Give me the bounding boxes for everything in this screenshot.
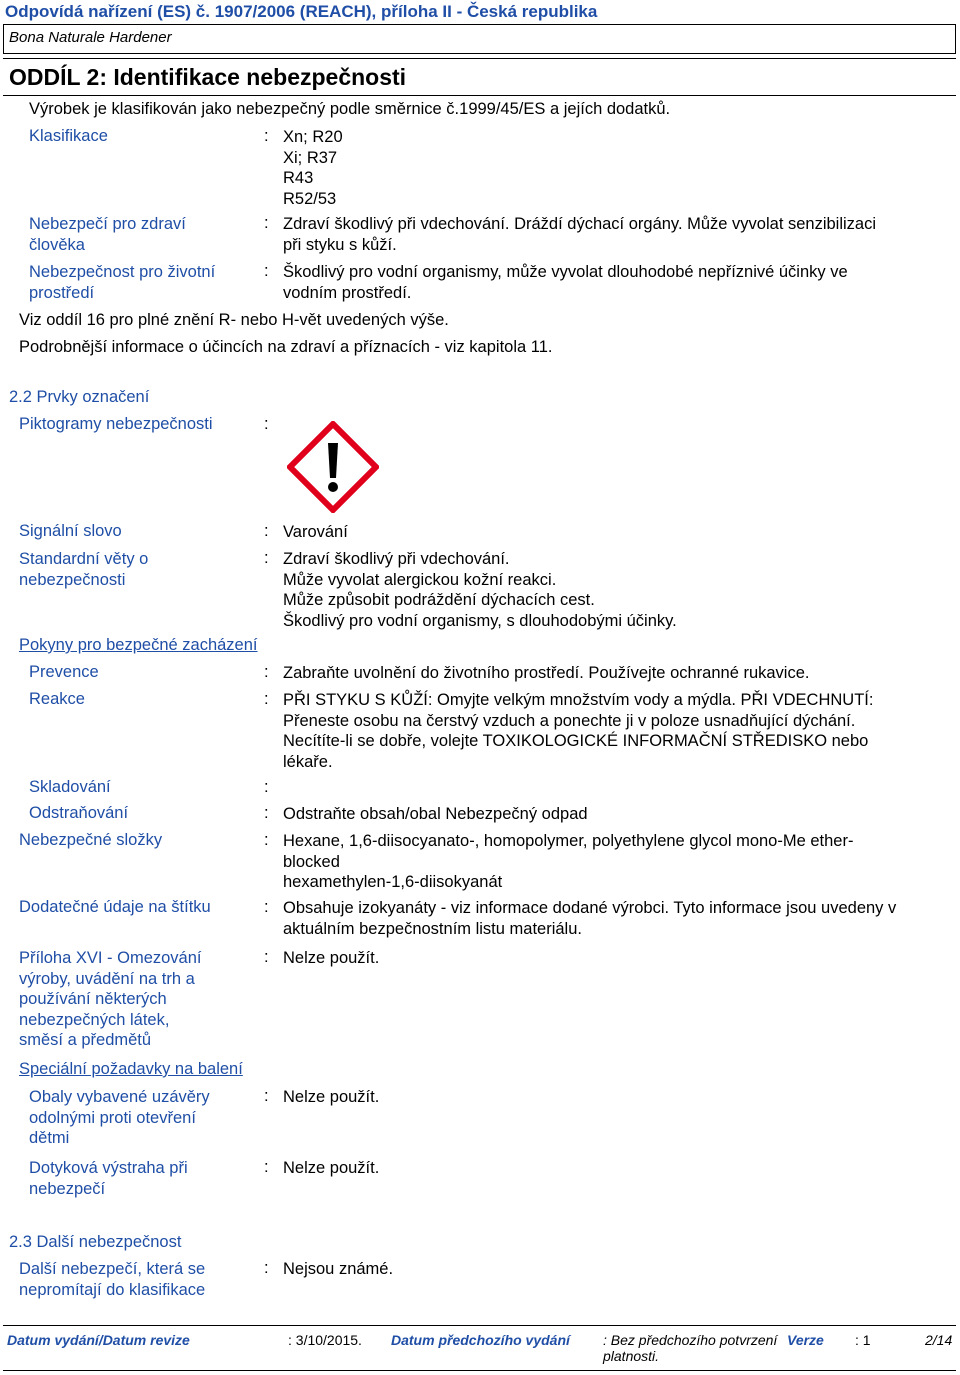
prevention-value: Zabraňte uvolnění do životního prostředí. Používejte ochranné rukavice. [283,664,810,682]
label-line: prostředí [29,283,95,302]
value-line: hexamethylen-1,6-diisokyanát [283,873,503,891]
note-chapter11: Podrobnější informace o účincích na zdraví a příznacích - viz kapitola 11. [19,338,553,356]
colon: : [264,522,269,540]
colon: : [264,549,269,567]
annex-xvi-label [19,948,202,1051]
other-hazards-label [19,1259,205,1300]
label-line: dětmi [29,1129,70,1147]
colon: : [264,898,269,916]
regulation-header: Odpovídá nařízení (ES) č. 1907/2006 (REACH), příloha II - Česká republika [5,2,598,21]
colon: : [264,831,269,849]
response-label: Reakce [29,690,85,708]
health-hazard-value [283,214,876,255]
value-line: aktuálním bezpečnostním listu materiálu. [283,919,582,938]
signal-word: Varování [283,523,348,541]
section-title-box [3,58,956,96]
colon: : [264,690,269,708]
colon: : [264,804,269,822]
footer [3,1325,956,1371]
hazardous-components-value [283,831,853,893]
value-line: Zdraví škodlivý při vdechování. Dráždí dýchací orgány. Může vyvolat senzibilizaci [283,215,877,233]
subsection-heading-2-3: 2.3 Další nebezpečnost [9,1233,182,1251]
colon: : [264,1158,269,1176]
classification-values [283,127,343,209]
hazardous-components-label: Nebezpečné složky [19,831,163,849]
supplemental-value [283,898,896,939]
colon: : [264,1087,269,1105]
label-line: směsí a předmětů [19,1031,152,1049]
value-line: Může způsobit podráždění dýchacích cest. [283,591,595,609]
label-line: Další nebezpečí, která se [19,1260,206,1278]
classification-value: R52/53 [283,189,337,208]
colon: : [264,262,269,280]
value-line: : Bez předchozího potvrzení [603,1332,778,1348]
issue-date-value: : 3/10/2015. [288,1332,362,1348]
label-line: Nebezpečnost pro životní [29,263,216,281]
child-resistant-label [29,1087,210,1149]
product-name: Bona Naturale Hardener [9,29,172,46]
classification-label: Klasifikace [29,127,108,145]
note-section16: Viz oddíl 16 pro plné znění R- nebo H-vět uvedených výše. [19,311,449,329]
precautions-heading: Pokyny pro bezpečné zacházení [19,636,258,654]
hazard-statements-label [19,549,148,590]
disposal-label: Odstraňování [29,804,129,822]
label-line: výroby, uvádění na trh a [19,969,195,988]
colon: : [264,778,269,796]
annex-xvi-value: Nelze použít. [283,949,380,967]
colon: : [264,415,269,433]
intro-text: Výrobek je klasifikován jako nebezpečný podle směrnice č.1999/45/ES a jejích dodatků. [29,100,671,118]
colon: : [264,948,269,966]
issue-date-label: Datum vydání/Datum revize [7,1332,190,1348]
label-line: používání některých [19,990,167,1008]
previous-date-label: Datum předchozího vydání [391,1332,570,1348]
subsection-heading-2-2: 2.2 Prvky označení [9,388,150,406]
other-hazards-value: Nejsou známé. [283,1260,394,1278]
hazard-statements [283,549,677,631]
label-line: Obaly vybavené uzávěry [29,1088,210,1106]
value-line: vodním prostředí. [283,283,412,302]
label-line: Standardní věty o [19,550,149,568]
value-line: při styku s kůží. [283,235,397,254]
value-line: platnosti. [603,1348,660,1364]
pictograms-label: Piktogramy nebezpečnosti [19,415,213,433]
value-line: blocked [283,852,340,871]
packaging-heading: Speciální požadavky na balení [19,1060,243,1078]
value-line: Škodlivý pro vodní organismy, může vyvolat dlouhodobé nepříznivé účinky ve [283,263,848,281]
label-line: Příloha XVI - Omezování [19,949,202,967]
tactile-warning-value: Nelze použít. [283,1159,380,1177]
colon: : [264,663,269,681]
value-line: Škodlivý pro vodní organismy, s dlouhodobými účinky. [283,611,677,630]
value-line: lékaře. [283,752,333,771]
value-line: Hexane, 1,6-diisocyanato-, homopolymer, polyethylene glycol mono-Me ether- [283,832,854,850]
classification-value: R43 [283,169,314,187]
value-line: Obsahuje izokyanáty - viz informace dodané výrobci. Tyto informace jsou uvedeny v [283,899,897,917]
label-line: odolnými proti otevření [29,1108,196,1127]
label-line: nebezpečí [29,1179,106,1198]
env-hazard-label [29,262,215,303]
prevention-label: Prevence [29,663,99,681]
value-line: Může vyvolat alergickou kožní reakci. [283,570,557,589]
classification-value: Xi; R37 [283,148,338,167]
signal-word-label: Signální slovo [19,522,122,540]
classification-value: Xn; R20 [283,128,343,146]
health-hazard-label [29,214,186,255]
value-line: Zdraví škodlivý při vdechování. [283,550,510,568]
version-label: Verze [787,1332,824,1348]
supplemental-label: Dodatečné údaje na štítku [19,898,211,916]
ghs07-exclamation-pictogram-icon [287,421,379,513]
label-line: Dotyková výstraha při [29,1159,188,1177]
value-line: Necítíte-li se dobře, volejte TOXIKOLOGICKÉ INFORMAČNÍ STŘEDISKO nebo [283,732,869,750]
label-line: nebezpečných látek, [19,1010,170,1029]
label-line: nebezpečnosti [19,570,126,589]
env-hazard-value [283,262,848,303]
page-number: 2/14 [925,1332,953,1348]
section-title: ODDÍL 2: Identifikace nebezpečnosti [9,64,407,90]
colon: : [264,214,269,232]
storage-label: Skladování [29,778,111,796]
value-line: PŘI STYKU S KŮŽÍ: Omyjte velkým množstvím vody a mýdla. PŘI VDECHNUTÍ: [283,691,874,709]
product-name-box [3,24,956,54]
child-resistant-value: Nelze použít. [283,1088,380,1106]
colon: : [264,1259,269,1277]
value-line: Přeneste osobu na čerstvý vzduch a ponechte ji v poloze usnadňující dýchání. [283,711,856,730]
label-line: člověka [29,235,85,254]
label-line: Nebezpečí pro zdraví [29,215,186,233]
disposal-value: Odstraňte obsah/obal Nebezpečný odpad [283,805,588,823]
version-value: : 1 [855,1332,871,1348]
previous-date-value [603,1332,777,1364]
response-value [283,690,873,772]
tactile-warning-label [29,1158,188,1199]
label-line: nepromítají do klasifikace [19,1280,206,1299]
colon: : [264,127,269,145]
